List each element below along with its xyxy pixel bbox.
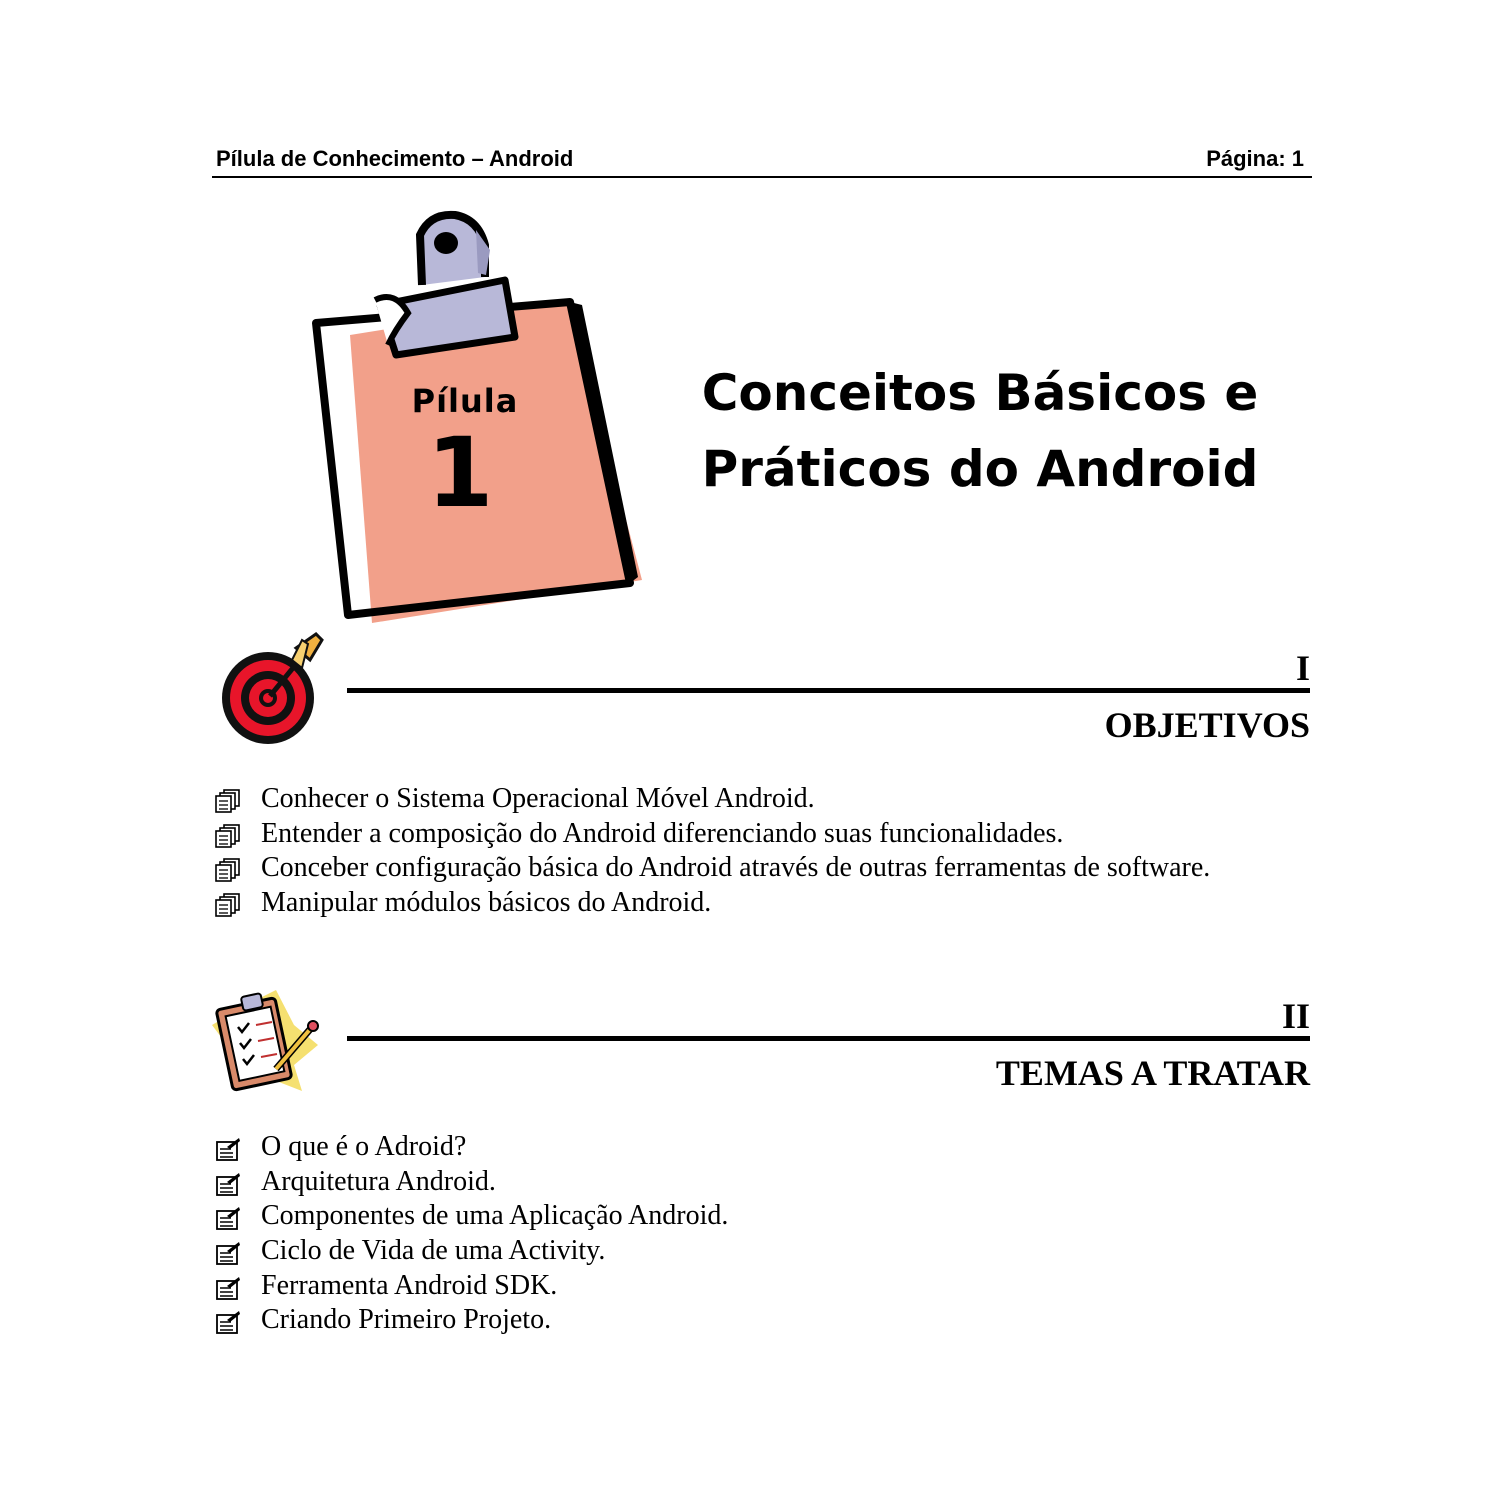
page-number: Página: 1: [1206, 146, 1304, 171]
title-line-2: Práticos do Android: [701, 440, 1259, 498]
section-rule-temas: [347, 1036, 1310, 1041]
list-item: [215, 851, 1210, 886]
clipboard-checklist-icon: [206, 985, 326, 1095]
writing-hand-icon: [215, 1310, 241, 1334]
list-item: [215, 1303, 728, 1338]
stacked-pages-icon: [215, 893, 241, 917]
list-item: [215, 1165, 728, 1200]
topic-text: O que é o Adroid?: [261, 1131, 467, 1162]
list-item: [215, 1234, 728, 1269]
section-rule-objetivos: [347, 688, 1310, 693]
objective-text: Entender a composição do Android diferenciando suas funcionalidades.: [261, 817, 1064, 849]
list-item: [215, 782, 1210, 817]
section-number: II: [1281, 996, 1310, 1036]
objective-text: Manipular módulos básicos do Android.: [261, 887, 712, 919]
page-header: [212, 146, 1312, 178]
stacked-pages-icon: [215, 858, 241, 882]
list-item: [215, 1130, 728, 1165]
section-title: TEMAS A TRATAR: [995, 1053, 1310, 1093]
title-line-1: Conceitos Básicos e: [701, 364, 1259, 422]
writing-hand-icon: [215, 1241, 241, 1265]
objective-text: Conceber configuração básica do Android através de outras ferramentas de software.: [261, 852, 1211, 884]
topic-text: Arquitetura Android.: [261, 1165, 496, 1197]
section-title: OBJETIVOS: [1104, 705, 1310, 745]
list-item: [215, 1269, 728, 1304]
pill-label: Pílula: [411, 382, 519, 420]
list-item: [215, 886, 1210, 921]
writing-hand-icon: [215, 1172, 241, 1196]
objective-text: Conhecer o Sistema Operacional Móvel Android.: [261, 783, 815, 814]
topic-text: Ferramenta Android SDK.: [261, 1269, 558, 1301]
topic-text: Criando Primeiro Projeto.: [261, 1304, 552, 1336]
topic-text: Ciclo de Vida de uma Activity.: [261, 1235, 606, 1267]
topics-list: [215, 1130, 728, 1338]
writing-hand-icon: [215, 1206, 241, 1230]
stacked-pages-icon: [215, 789, 241, 813]
list-item: [215, 1199, 728, 1234]
stacked-pages-icon: [215, 824, 241, 848]
document-title: [690, 355, 1270, 507]
writing-hand-icon: [215, 1276, 241, 1300]
pill-number: 1: [426, 417, 494, 529]
writing-hand-icon: [215, 1137, 241, 1161]
objectives-list: [215, 782, 1210, 921]
topic-text: Componentes de uma Aplicação Android.: [261, 1200, 729, 1232]
section-number: I: [1295, 648, 1310, 688]
list-item: [215, 817, 1210, 852]
target-icon: [218, 630, 328, 748]
header-title: Pílula de Conhecimento – Android: [216, 146, 574, 171]
